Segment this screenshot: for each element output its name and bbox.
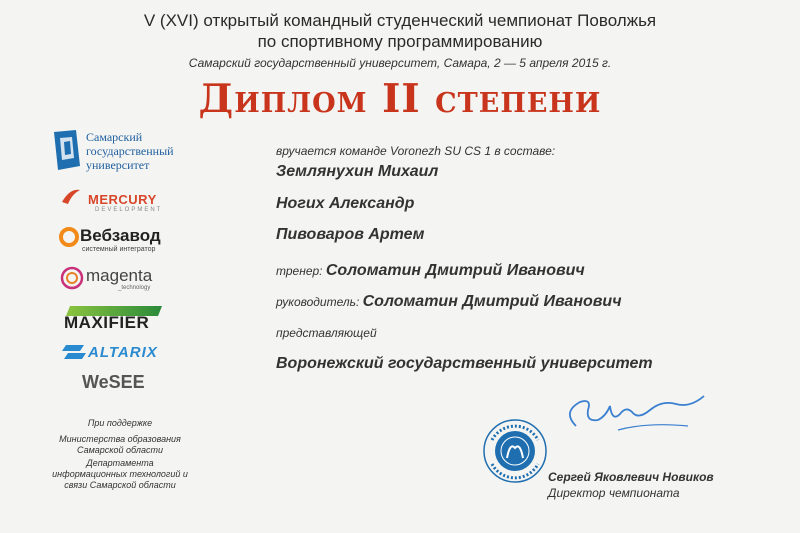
leader-label: руководитель: — [276, 295, 360, 309]
team-member: Землянухин Михаил — [276, 163, 439, 180]
mercury-name: MERCURY — [88, 192, 157, 207]
university-name: Воронежский государственный университет — [276, 355, 653, 372]
ssu-emblem-icon — [50, 128, 84, 172]
ssu-name: Самарский государственный университет — [86, 130, 174, 172]
mercury-logo — [60, 186, 82, 211]
vebzavod-sub: системный интегратор — [82, 246, 156, 253]
maxifier-name: MAXIFIER — [64, 313, 150, 332]
leader-line — [276, 293, 622, 311]
championship-title-line2: по спортивному программированию — [257, 32, 543, 51]
support-title: При поддержке — [87, 418, 153, 428]
signature-scribble — [558, 392, 708, 442]
altarix-logo — [62, 345, 86, 364]
diploma-heading — [0, 76, 800, 122]
ssu-logo — [50, 128, 84, 177]
team-member: Ногих Александр — [276, 195, 415, 212]
diploma-word: Диплом — [198, 76, 368, 122]
diploma-degree: II — [382, 76, 421, 122]
magenta-circle-icon — [60, 266, 84, 290]
mercury-swoosh-icon — [60, 186, 82, 206]
support-org-1: Министерства образования Самарской области — [59, 434, 181, 455]
director-role: Директор чемпионата — [548, 486, 680, 500]
award-intro: вручается команде Voronezh SU CS 1 в составе: — [276, 144, 556, 158]
championship-title-line1: V (XVI) открытый командный студенческий чемпионат Поволжья — [143, 11, 657, 30]
championship-location-date: Самарский государственный университет, Самара, 2 — 5 апреля 2015 г. — [188, 56, 612, 70]
wesee-name: WeSEE — [82, 372, 145, 392]
altarix-stripes-icon — [62, 345, 86, 359]
team-member: Пивоваров Артем — [276, 226, 425, 243]
magenta-logo — [60, 266, 84, 295]
magenta-sub: _technology — [118, 285, 151, 291]
coach-label: тренер: — [276, 264, 323, 278]
magenta-name: magenta — [86, 266, 153, 285]
representing-label: представляющей — [276, 326, 377, 340]
vebzavod-logo — [58, 226, 80, 253]
vebzavod-ring-icon — [58, 226, 80, 248]
coach-name: Соломатин Дмитрий Иванович — [325, 262, 585, 279]
diploma-suffix: степени — [435, 76, 602, 122]
altarix-name: ALTARIX — [88, 344, 158, 361]
director-name: Сергей Яковлевич Новиков — [548, 470, 714, 484]
mechmath-seal-icon — [482, 418, 548, 484]
mercury-sub: DEVELOPMENT — [95, 207, 163, 213]
faculty-stamp — [482, 418, 548, 489]
leader-name: Соломатин Дмитрий Иванович — [362, 293, 622, 310]
support-org-2: Департамента информационных технологий и связи Самарской области — [52, 458, 188, 490]
coach-line — [276, 262, 585, 280]
vebzavod-name: Вебзавод — [80, 226, 161, 245]
